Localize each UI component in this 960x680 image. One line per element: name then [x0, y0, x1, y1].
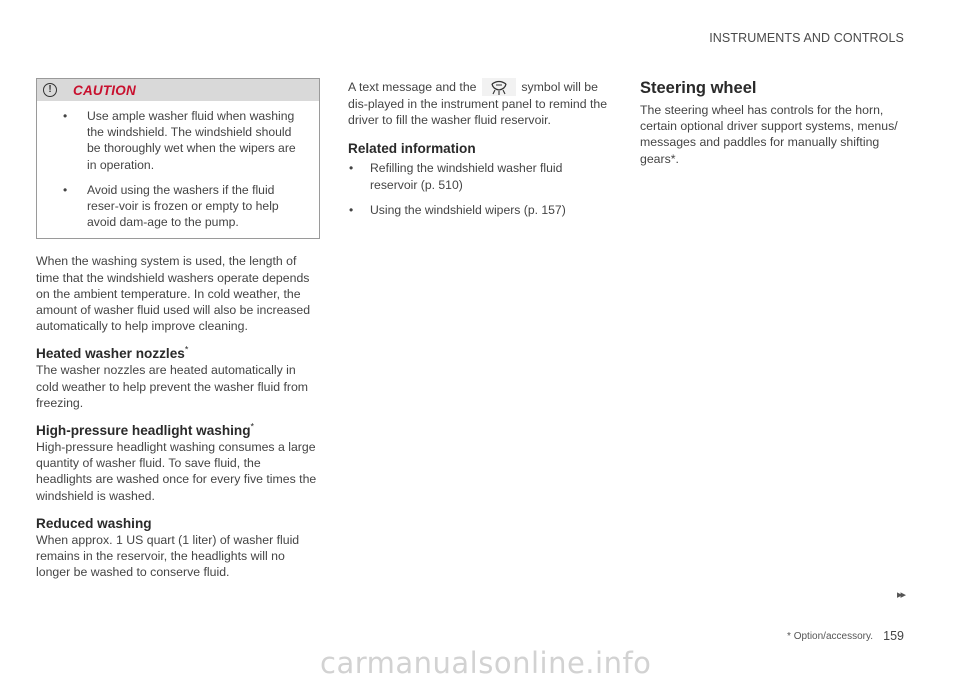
option-marker: * — [250, 421, 255, 432]
section-header: INSTRUMENTS AND CONTROLS — [709, 31, 904, 45]
bullet-icon: • — [63, 109, 68, 123]
reminder-paragraph — [348, 78, 613, 128]
reduced-washing-paragraph: When approx. 1 US quart (1 liter) of washer fluid remains in the reservoir, the headlights will no longer be washed to conserve fluid. — [36, 532, 300, 580]
right-column — [640, 78, 910, 167]
left-column — [36, 78, 320, 580]
heated-nozzles-paragraph: The washer nozzles are heated automatically in cold weather to help prevent the washer fluid from freezing. — [36, 363, 309, 410]
related-information-heading: Related information — [348, 141, 476, 157]
headlight-washing-heading — [36, 423, 320, 439]
reminder-text-end: symbol will be dis-played in the instrument panel to remind the driver to fill the washer fluid reservoir. — [348, 80, 608, 128]
caution-box — [36, 78, 320, 239]
headlight-washing-paragraph: High-pressure headlight washing consumes a large quantity of washer fluid. To save fluid, the headlights are washed once for every five times the windshield is washed. — [36, 440, 317, 503]
list-item — [49, 108, 307, 173]
bullet-icon: • — [349, 202, 354, 217]
heading-text: High-pressure headlight washing — [36, 423, 251, 439]
watermark: carmanualsonline.info — [320, 646, 652, 680]
caution-header — [37, 79, 319, 101]
related-link[interactable] — [348, 160, 613, 192]
list-item — [49, 182, 307, 231]
middle-column — [348, 78, 613, 227]
caution-item-text: Use ample washer fluid when washing the windshield. The windshield should be thoroughly wet when the wipers are in operation. — [87, 109, 296, 172]
heated-nozzles-heading — [36, 346, 320, 362]
reduced-washing-heading: Reduced washing — [36, 515, 152, 531]
heading-text: Heated washer nozzles — [36, 346, 185, 362]
caution-title: CAUTION — [73, 82, 136, 98]
related-links-list — [348, 160, 613, 218]
steering-wheel-paragraph: The steering wheel has controls for the horn, certain optional driver support systems, menus/ messages and paddles for manually shifting gears*. — [640, 103, 898, 166]
steering-wheel-heading: Steering wheel — [640, 79, 757, 97]
footnote: * Option/accessory. — [787, 631, 873, 642]
related-link[interactable] — [348, 202, 613, 218]
page-number: 159 — [883, 629, 904, 643]
bullet-icon: • — [63, 182, 68, 197]
washing-intro-paragraph: When the washing system is used, the length of time that the windshield washers operate depends on the ambient temperature. In cold weather, the amount of washer fluid used will also be increased automatically to help improve cleaning. — [36, 254, 311, 334]
caution-item-text: Avoid using the washers if the fluid reser-voir is frozen or empty to help avoid dam-age to the pump. — [87, 182, 279, 230]
continued-arrows-icon: ▸▸ — [896, 589, 904, 601]
related-link-text[interactable]: Refilling the windshield washer fluid reservoir (p. 510) — [370, 161, 563, 192]
bullet-icon: • — [349, 161, 354, 176]
related-link-text[interactable]: Using the windshield wipers (p. 157) — [370, 202, 566, 217]
caution-list — [37, 101, 319, 238]
option-marker: * — [184, 344, 189, 355]
exclamation-circle-icon: ! — [43, 83, 57, 97]
washer-fluid-level-icon — [482, 78, 516, 96]
reminder-text-start: A text message and the — [348, 80, 477, 94]
